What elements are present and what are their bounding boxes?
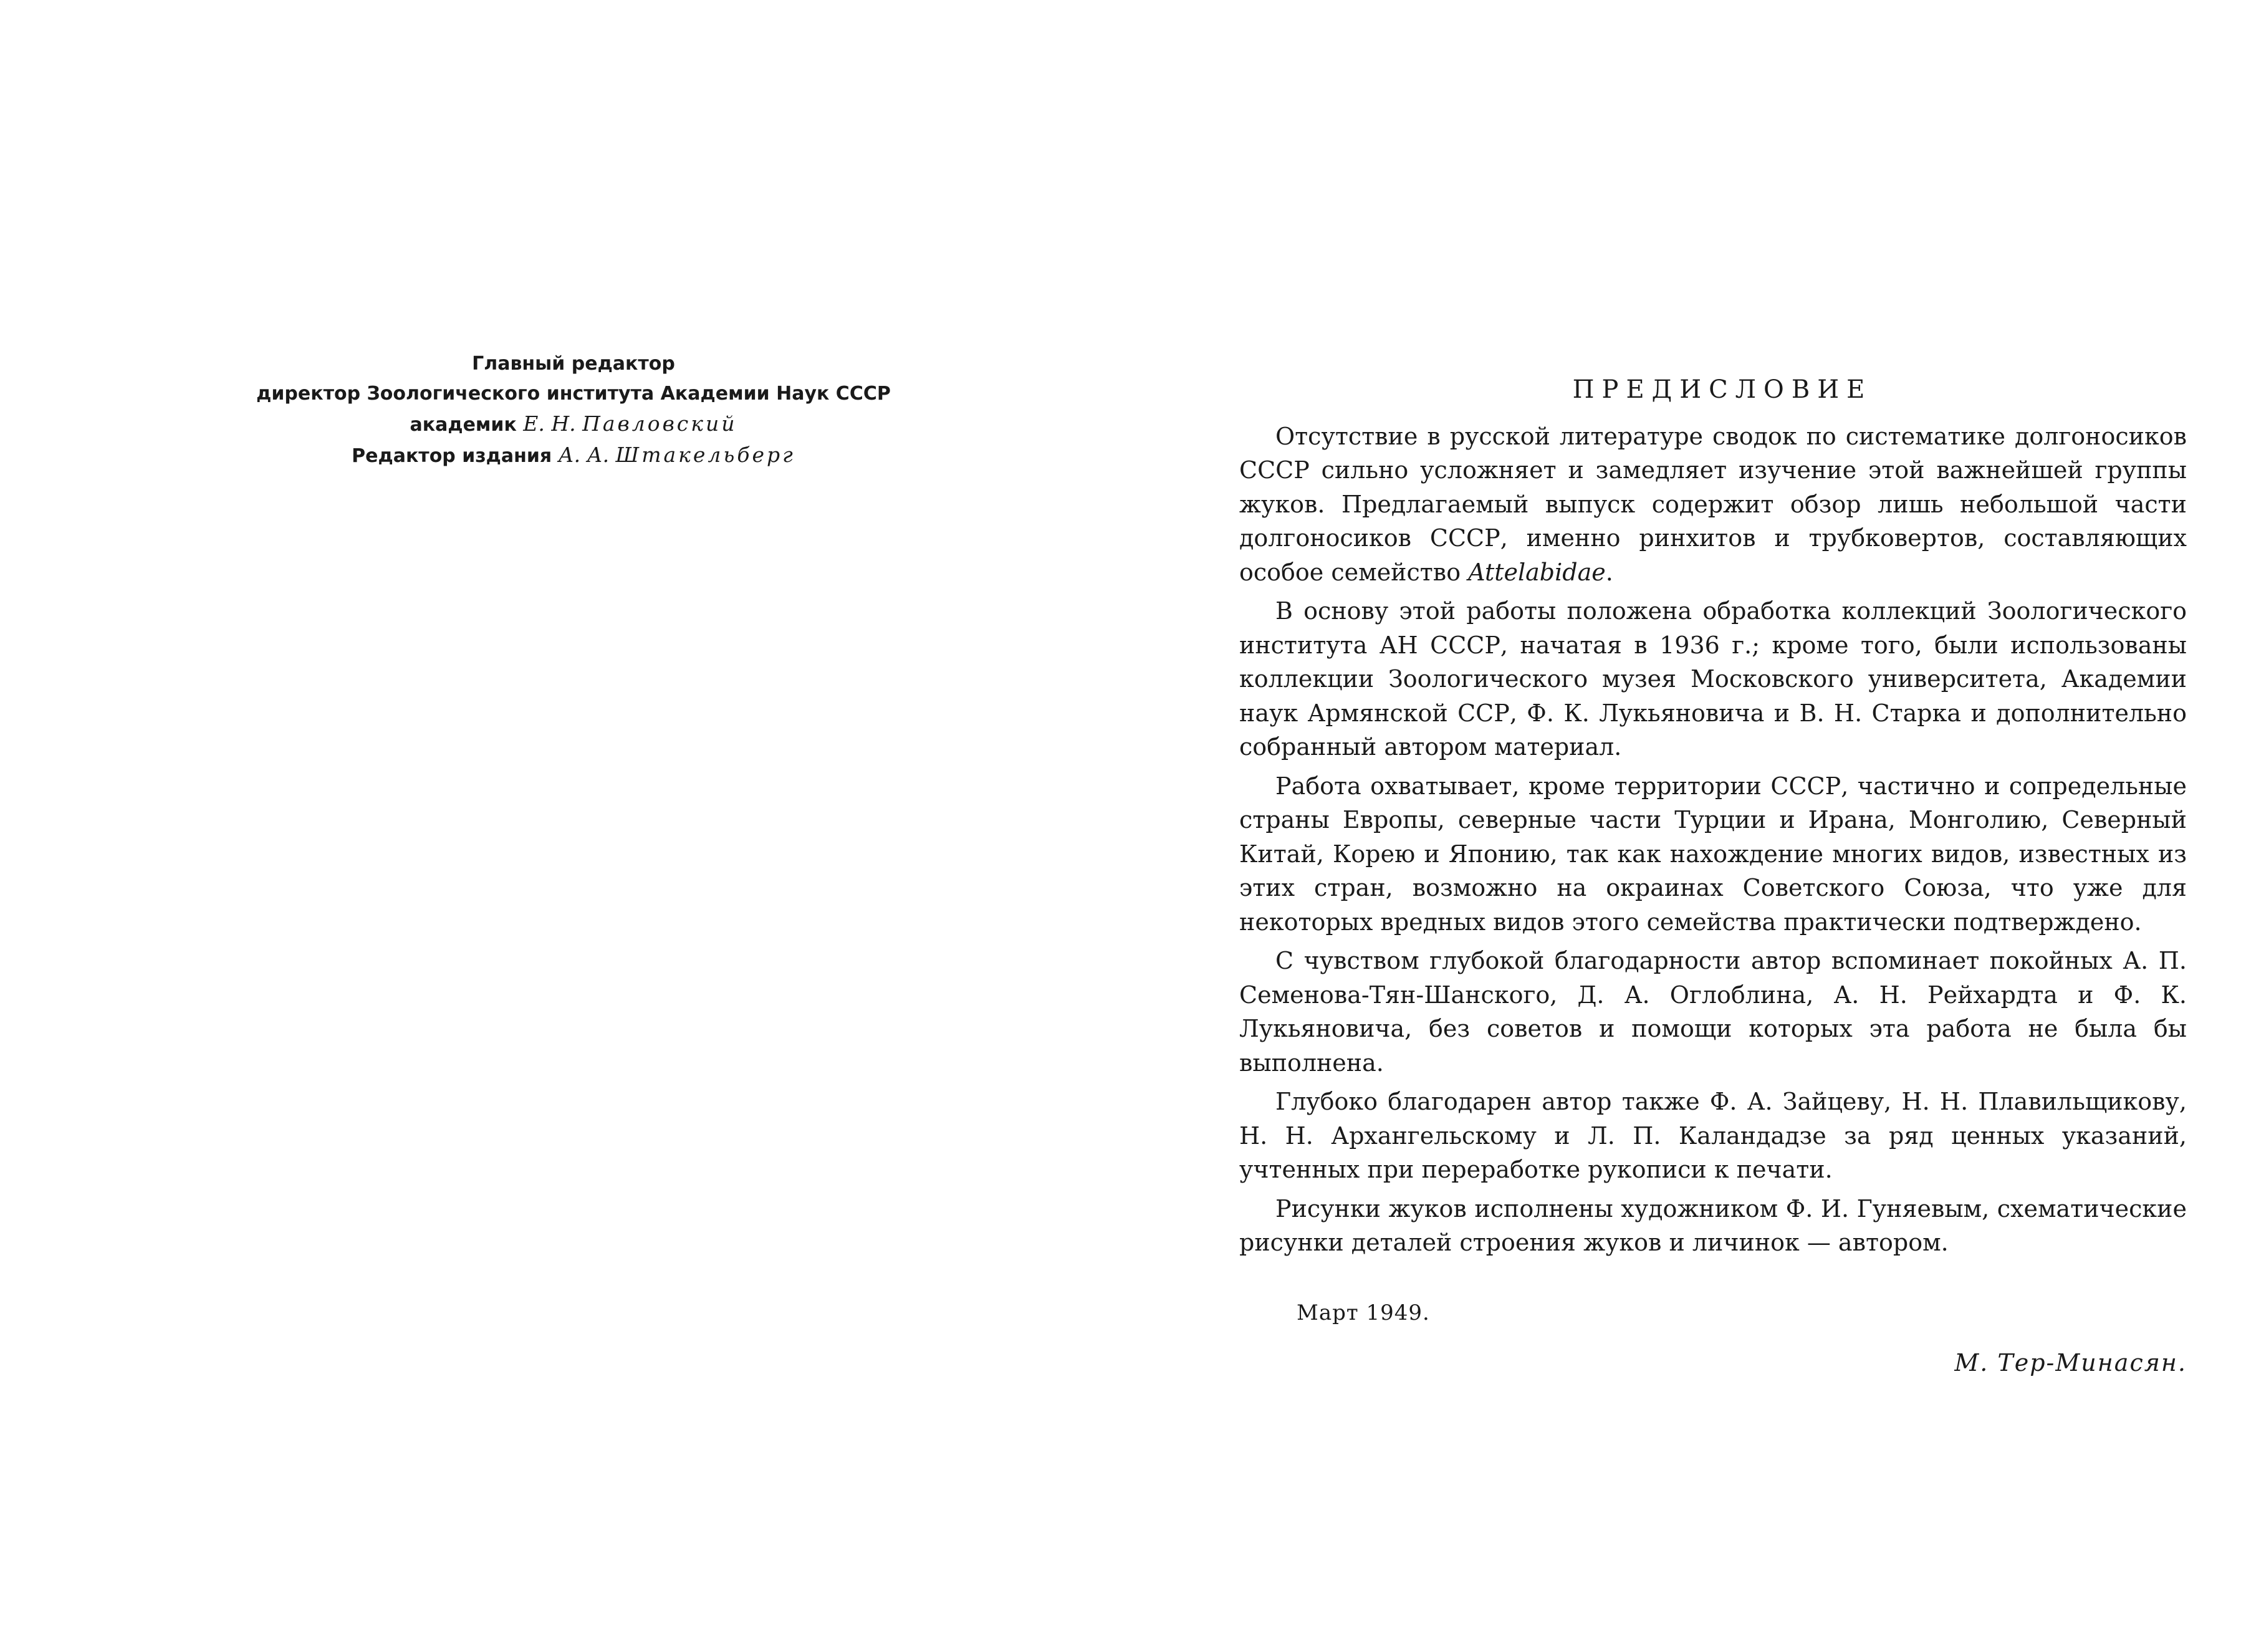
preface-page xyxy=(1239,373,2187,1380)
preface-paragraph-4: С чувством глубокой благодарности автор вспоминает покойных А. П. Семенова-Тян-Шанского, Д. А. Оглоблина, А. Н. Рейхардта и Ф. К. Лукьяновича, без советов и помощи которых эта работа не была бы выполнена. xyxy=(1239,947,2187,1077)
preface-title: ПРЕДИСЛОВИЕ xyxy=(1572,375,1873,404)
author-signature: М. Тер-Минасян. xyxy=(1954,1349,2187,1376)
edition-editor-name: Штакельберг xyxy=(615,443,795,467)
preface-paragraph-5: Глубоко благодарен автор также Ф. А. Зайцеву, Н. Н. Плавильщикову, Н. Н. Архангельскому и Л. П. Каландадзе за ряд ценных указаний, учтенных при переработке рукописи к печати. xyxy=(1239,1088,2187,1183)
edition-editor-line xyxy=(237,440,910,471)
edition-editor-prefix: Редактор издания xyxy=(352,445,552,467)
preface-paragraph-6: Рисунки жуков исполнены художником Ф. И. Гуняевым, схематические рисунки деталей строения жуков и личинок — автором. xyxy=(1239,1194,2187,1256)
chief-editor-label: Главный редактор xyxy=(472,353,675,375)
editorial-credits xyxy=(237,349,910,471)
preface-paragraph-2: В основу этой работы положена обработка коллекций Зоологического института АН СССР, начатая в 1936 г.; кроме того, были использованы коллекции Зоологического музея Московского университета, Академии наук Армянской ССР, Ф. К. Лукьяновича и В. Н. Старка и дополнительно собранный автором материал. xyxy=(1239,597,2187,761)
academician-name: Павловский xyxy=(582,411,737,436)
preface-date: Март 1949. xyxy=(1297,1300,1430,1325)
preface-paragraph-1 xyxy=(1239,420,2187,590)
academician-prefix: академик xyxy=(410,414,517,436)
edition-editor-initials: А. А. xyxy=(558,443,610,467)
academician-initials: Е. Н. xyxy=(523,411,576,436)
academician-line xyxy=(237,409,910,440)
paragraph-1-text: Отсутствие в русской литературе сводок по систематике долгоносиков СССР сильно усложняет и замедляет изучение этой важнейшей группы жуков. Предлагаемый выпуск содержит обзор лишь небольшой части долгоносиков СССР, именно ринхитов и трубковертов, составляющих особое семейство xyxy=(1239,422,2187,586)
director-line: директор Зоологического института Академии Наук СССР xyxy=(256,383,891,405)
family-name-attelabidae: Attelabidae xyxy=(1468,558,1606,586)
paragraph-1-end: . xyxy=(1605,558,1613,586)
preface-paragraph-3: Работа охватывает, кроме территории СССР, частично и сопредельные страны Европы, северные части Турции и Ирана, Монголию, Северный Китай, Корею и Японию, так как нахождение многих видов, известных из этих стран, возможно на окраинах Советского Союза, что уже для некоторых вредных видов этого семейства практически подтверждено. xyxy=(1239,772,2187,936)
